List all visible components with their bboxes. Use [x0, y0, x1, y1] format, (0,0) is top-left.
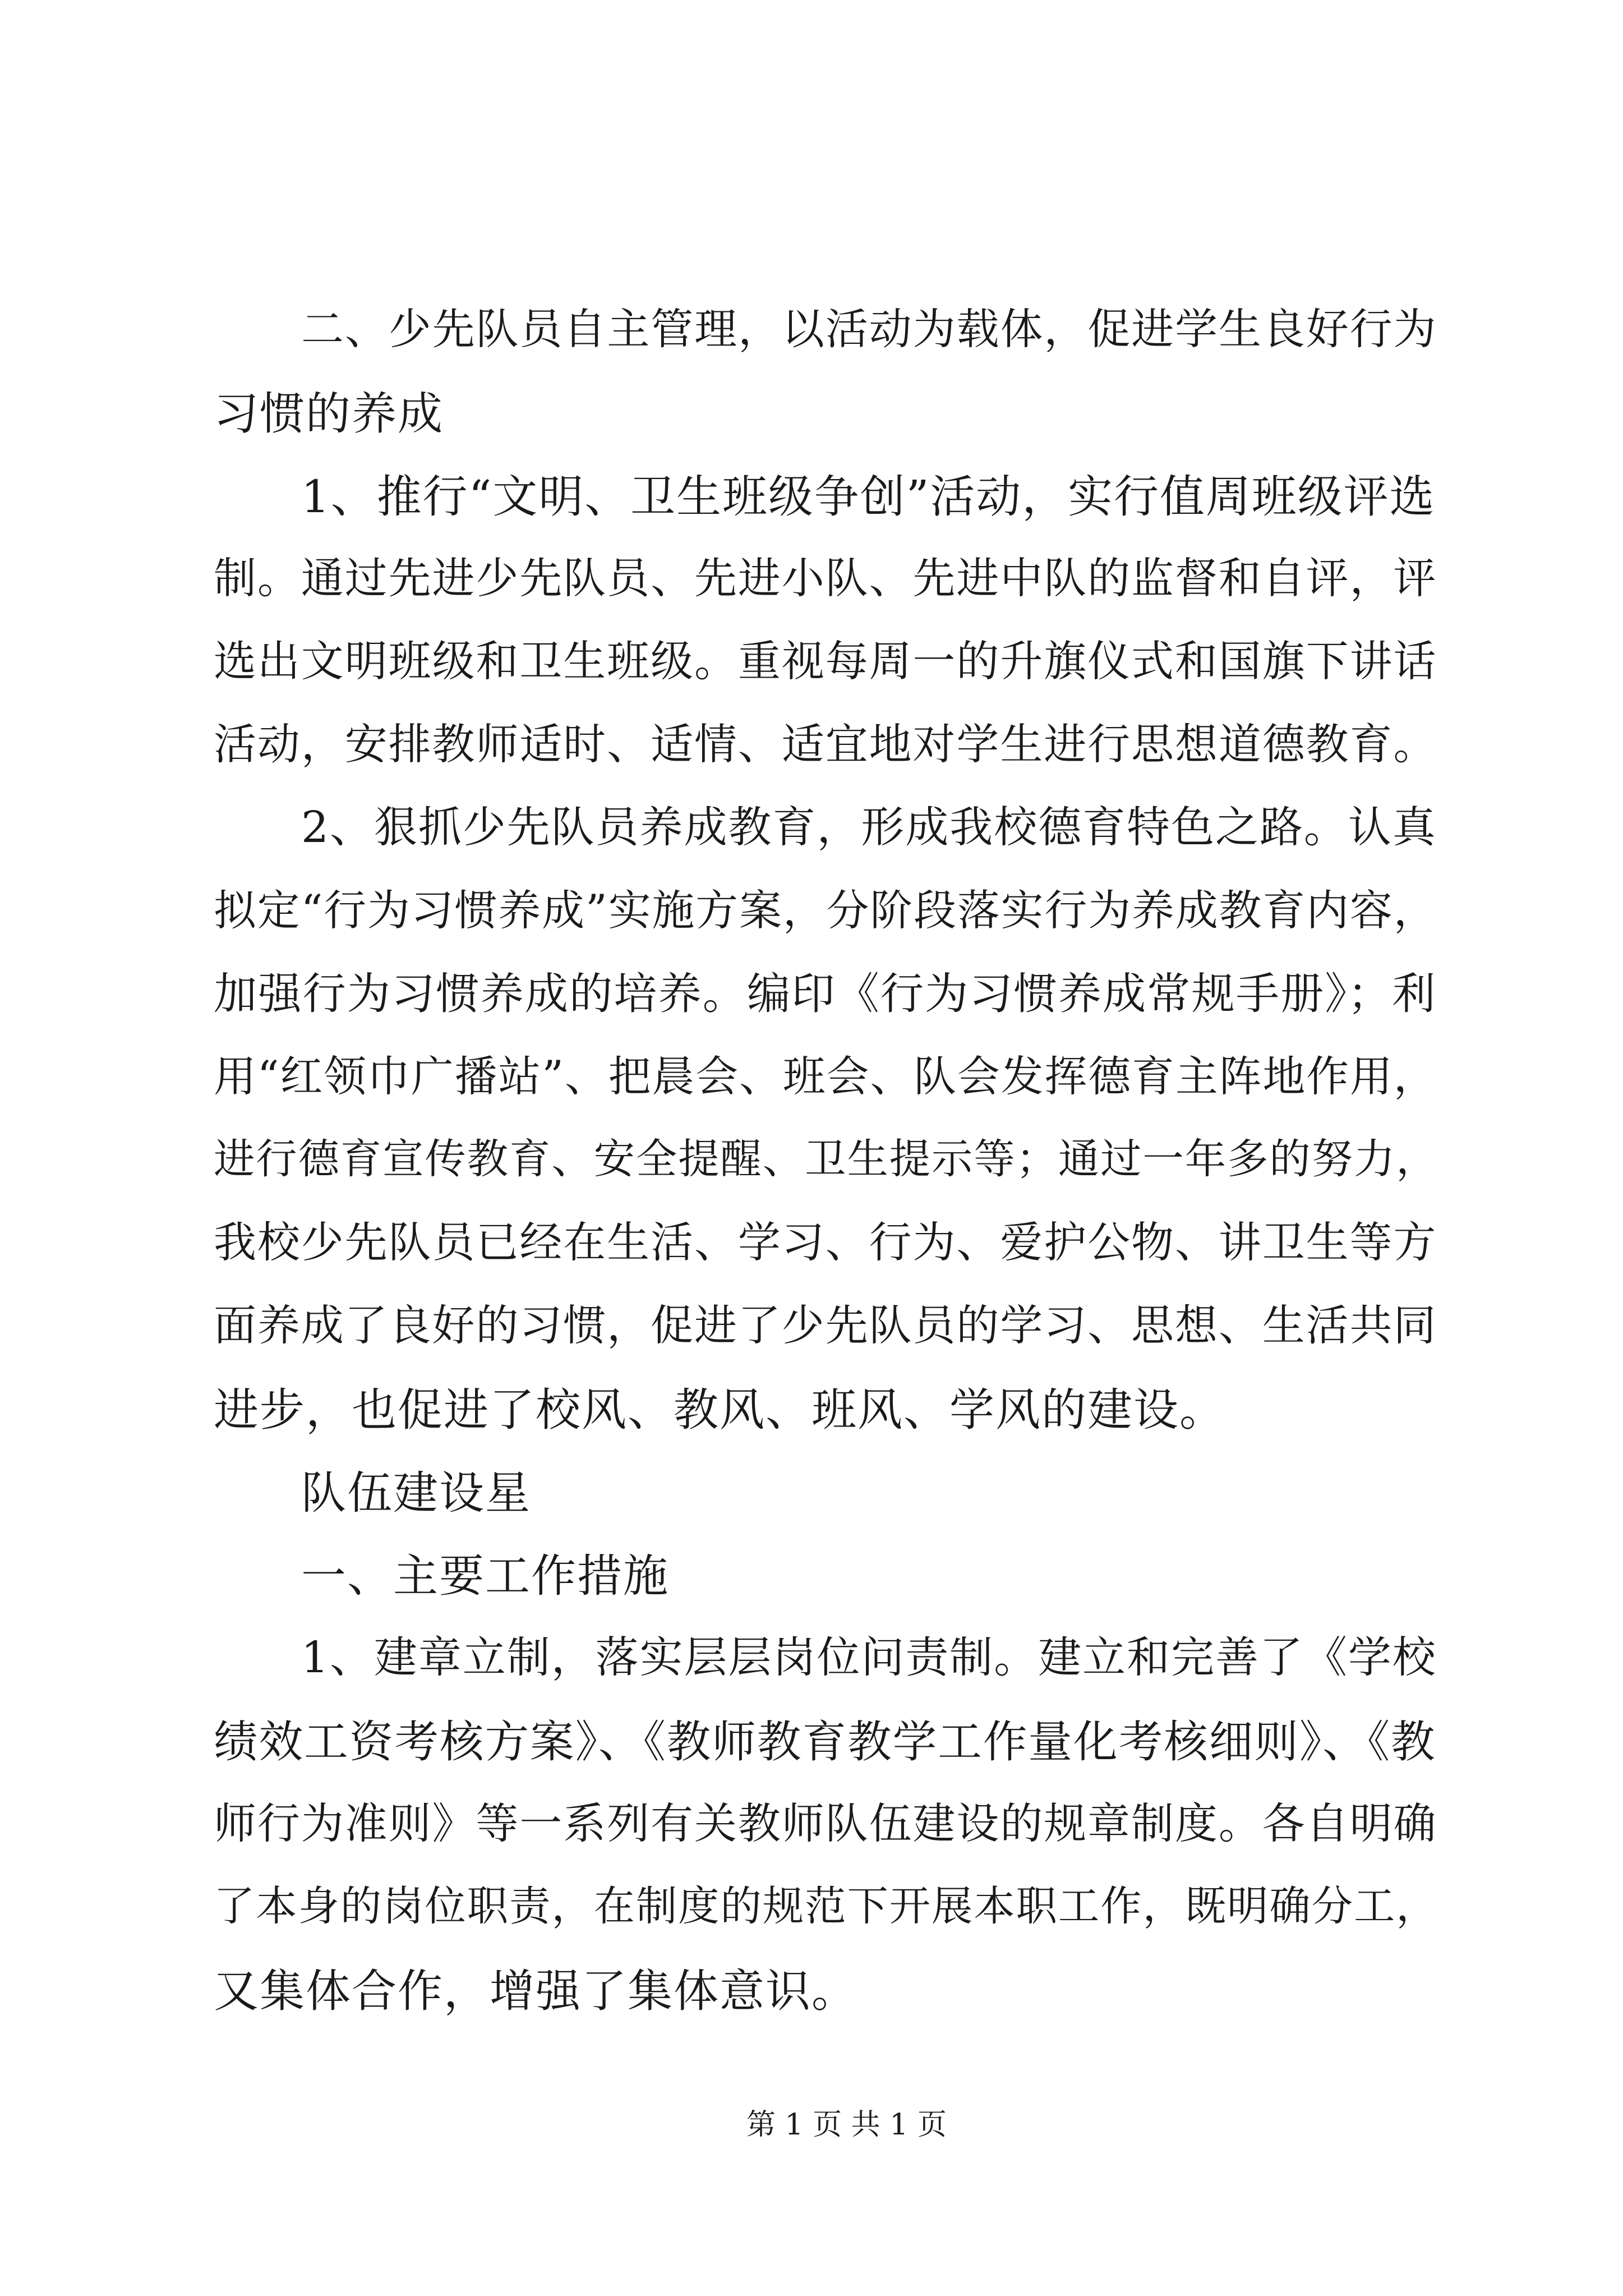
- paragraph-line: 拟定“行为习惯养成”实施方案，分阶段落实行为养成教育内容，: [214, 886, 1437, 935]
- paragraph-line: 我校少先队员已经在生活、学习、行为、爱护公物、讲卫生等方: [214, 1218, 1437, 1267]
- paragraph-line: 又集体合作，增强了集体意识。: [214, 1965, 857, 2017]
- paragraph-line: 绩效工资考核方案》、《教师教育教学工作量化考核细则》、《教: [214, 1716, 1436, 1768]
- paragraph-line: 用“红领巾广播站”、把晨会、班会、队会发挥德育主阵地作用，: [214, 1052, 1437, 1101]
- section-title: 队伍建设星: [301, 1467, 531, 1519]
- page-number-footer: 第 1 页 共 1 页: [746, 2108, 947, 2142]
- paragraph-line: 面养成了良好的习惯，促进了少先队员的学习、思想、生活共同: [214, 1301, 1437, 1350]
- paragraph-line: 1、推行“文明、卫生班级争创”活动，实行值周班级评选: [301, 471, 1436, 523]
- paragraph-line: 制。通过先进少先队员、先进小队、先进中队的监督和自评，评: [214, 554, 1437, 603]
- paragraph-line: 2、狠抓少先队员养成教育，形成我校德育特色之路。认真: [301, 803, 1437, 853]
- paragraph-line: 进步，也促进了校风、教风、班风、学风的建设。: [214, 1384, 1225, 1436]
- text-line: 习惯的养成: [214, 388, 444, 440]
- paragraph-line: 加强行为习惯养成的培养。编印《行为习惯养成常规手册》；利: [214, 969, 1437, 1019]
- paragraph-line: 选出文明班级和卫生班级。重视每周一的升旗仪式和国旗下讲话: [214, 637, 1437, 686]
- paragraph-line: 了本身的岗位职责，在制度的规范下开展本职工作，既明确分工，: [214, 1883, 1438, 1930]
- section-heading: 一、主要工作措施: [301, 1550, 669, 1602]
- paragraph-line: 1、建章立制，落实层层岗位问责制。建立和完善了《学校: [301, 1633, 1437, 1683]
- paragraph-line: 活动，安排教师适时、适情、适宜地对学生进行思想道德教育。: [214, 720, 1437, 769]
- paragraph-line: 师行为准则》等一系列有关教师队伍建设的规章制度。各自明确: [214, 1799, 1437, 1848]
- paragraph-line: 进行德育宣传教育、安全提醒、卫生提示等；通过一年多的努力，: [214, 1135, 1438, 1183]
- section-heading: 二、少先队员自主管理，以活动为载体，促进学生良好行为: [301, 305, 1437, 354]
